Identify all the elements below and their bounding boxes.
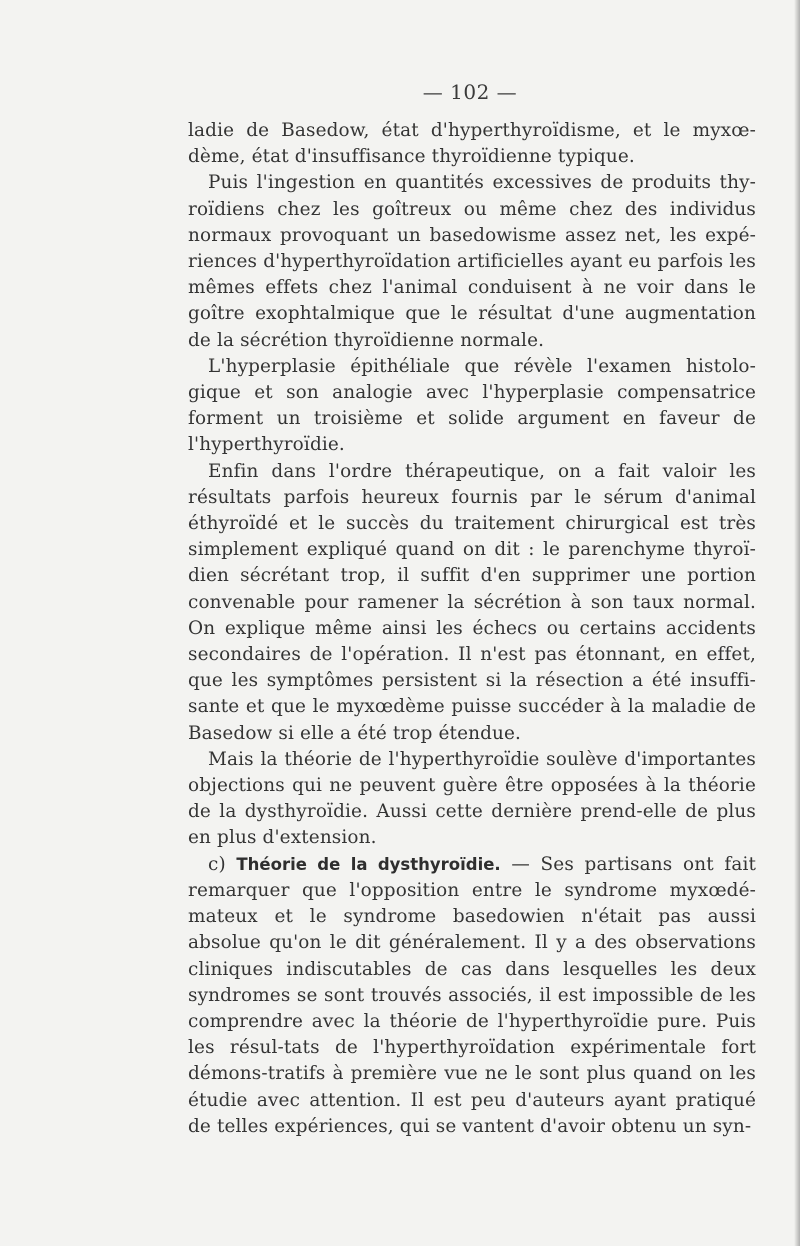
section-heading: Théorie de la dysthyroïdie. (236, 854, 501, 874)
paragraph-section-c (188, 852, 756, 1140)
paragraph-2: Puis l'ingestion en quantités excessives de produits thy-roïdiens chez les goîtreux ou même chez des individus normaux provoquant un basedowisme assez net, les expé-riences d'hyperthyroïdation artificielles ayant eu parfois les mêmes effets chez l'animal conduisent à ne voir dans le goître exophtalmique que le résultat d'une augmentation de la sécrétion thyroïdienne normale. (188, 172, 756, 351)
section-text: Ses partisans ont fait remarquer que l'opposition entre le syndrome myxœdé-mateux et le syndrome basedowien n'était pas aussi absolue qu'on le dit généralement. Il y a des observations cliniques indiscutables de cas dans lesquelles les deux syndromes se sont trouvés associés, il est impossible de les comprendre avec la théorie de l'hyperthyroïdie pure. Puis les résul-tats de l'hyperthyroïdation expérimentale fort démons-tratifs à première vue ne le sont plus quand on les étudie avec attention. Il est peu d'auteurs ayant pratiqué de telles expériences, qui se vantent d'avoir obtenu un syn- (188, 853, 757, 1137)
paragraph-4: Enfin dans l'ordre thérapeutique, on a fait valoir les résultats parfois heureux fournis par le sérum d'animal éthyroïdé et le succès du traitement chirurgical est très simplement expliqué quand on dit : le parenchyme thyroï-dien sécrétant trop, il suffit d'en supprimer une portion convenable pour ramener la sécrétion à son taux normal. On explique même ainsi les échecs ou certains accidents secondaires de l'opération. Il n'est pas étonnant, en effet, que les symptômes persistent si la résection a été insuffi-sante et que le myxœdème puisse succéder à la maladie de Basedow si elle a été trop étendue. (188, 460, 756, 744)
paragraph-1: ladie de Basedow, état d'hyperthyroïdisme, et le myxœ-dème, état d'insuffisance thyroïdienne typique. (188, 120, 756, 168)
paragraph-3: L'hyperplasie épithéliale que révèle l'examen histolo-gique et son analogie avec l'hyperplasie compensatrice forment un troisième et solide argument en faveur de l'hyperthyroïdie. (188, 355, 756, 456)
section-dash: — (511, 853, 530, 875)
section-label: c) (208, 853, 226, 875)
page-edge-shadow (794, 0, 800, 1246)
page-number: — 102 — (422, 80, 518, 104)
paragraph-5: Mais la théorie de l'hyperthyroïdie soulève d'importantes objections qui ne peuvent guère être opposées à la théorie de la dysthyroïdie. Aussi cette dernière prend-elle de plus en plus d'extension. (188, 748, 756, 849)
body-text (188, 118, 756, 1140)
